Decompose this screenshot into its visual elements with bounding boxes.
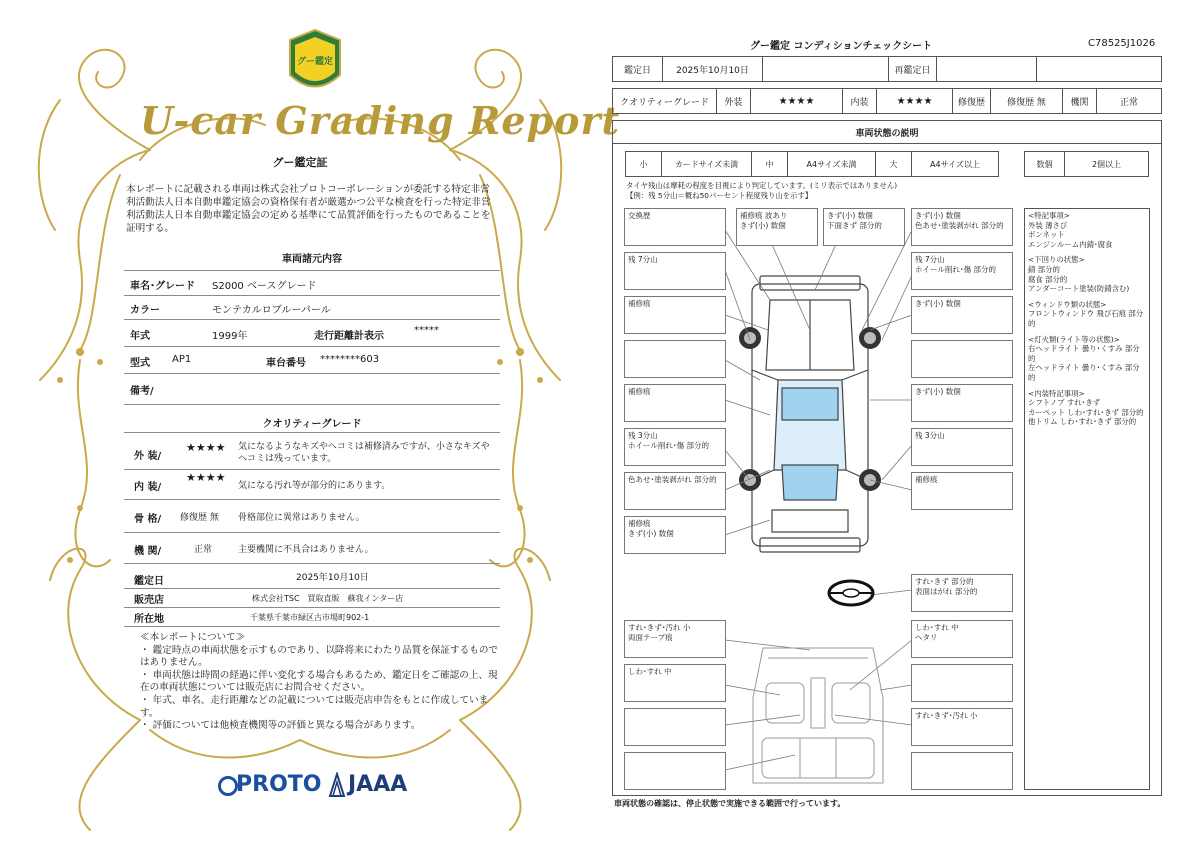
mileage-value: ***** — [414, 325, 439, 336]
row-dealer — [124, 589, 500, 608]
sheet-quality-label: クオリティーグレード — [613, 89, 717, 113]
exterior-label: 外 装/ — [134, 451, 162, 462]
sheet-repair-label: 修復歴 — [953, 89, 991, 113]
engine-value: 正常 — [194, 545, 213, 555]
annotation-box: しわ･すれ 中 ヘタリ — [911, 620, 1013, 658]
interior-stars: ★★★★ — [186, 471, 226, 484]
annotation-box: きず(小) 数個 色あせ･塗装剥がれ 部分的 — [911, 208, 1013, 246]
note-line: ボンネット — [1028, 230, 1065, 240]
annotation-box: 色あせ･塗装剥がれ 部分的 — [624, 472, 726, 510]
mileage-label: 走行距離計表示 — [314, 331, 384, 342]
date-value: 2025年10月10日 — [296, 573, 369, 583]
note-item: ・ 評価については他検査機関等の評価と異なる場合があります。 — [140, 720, 421, 732]
note-item: ・ 年式、車名、走行距離などの記載については販売店申告をもとに作成しています。 — [140, 694, 489, 719]
certificate-title: グー鑑定証 — [272, 156, 328, 169]
year-label: 年式 — [130, 331, 150, 342]
certificate-intro: 本レポートに記載される車両は株式会社プロトコーポレーションが委託する特定非営利活動法人日本自動車鑑定協会の資格保有者が厳選かつ公平な検査を行った特定非営利活動法人日本自動車鑑定協会の定める基準にて品質評価を行ったものであることを証明する。 — [126, 184, 491, 234]
redate-label: 再鑑定日 — [889, 57, 937, 81]
row-date — [124, 566, 500, 589]
size-big: 大 — [876, 152, 912, 176]
annotation-box: 残 3分山 — [911, 428, 1013, 466]
size-mid: 中 — [752, 152, 788, 176]
condition-check-sheet — [600, 0, 1200, 848]
chassis-label: 車台番号 — [266, 358, 306, 369]
grade-row-engine — [124, 533, 500, 564]
annotation-box: 残 7分山 ホイール削れ･傷 部分的 — [911, 252, 1013, 290]
address-label: 所在地 — [134, 614, 164, 625]
interior-label: 内 装/ — [134, 482, 162, 493]
remarks-label: 備考/ — [130, 386, 154, 397]
frame-value: 修復歴 無 — [180, 513, 219, 523]
size-small: 小 — [626, 152, 662, 176]
sheet-title: グー鑑定 コンディションチェックシート — [750, 41, 933, 52]
annotation-box: きず(小) 数個 下面きず 部分的 — [823, 208, 905, 246]
frame-comment: 骨格部位に異常はありません。 — [238, 513, 365, 523]
note-line: 腐食 部分的 — [1028, 274, 1068, 284]
chassis-value: ********603 — [320, 354, 380, 365]
row-address — [124, 608, 500, 627]
note-line: <下回りの状態> — [1028, 255, 1085, 265]
annotation-box: 交換歴 — [624, 208, 726, 246]
annotation-box — [911, 752, 1013, 790]
annotation-box: 補修痕 波あり きず(小) 数個 — [736, 208, 818, 246]
jaaa-logo-icon — [328, 772, 346, 798]
exterior-stars: ★★★★ — [186, 441, 226, 454]
address-value: 千葉県千葉市緑区古市場町902-1 — [250, 613, 370, 622]
notes-title: ≪本レポートについて≫ — [140, 632, 246, 643]
tire-example: 【例：残 5分山＝概ね50パーセント程度残り山を示す】 — [626, 191, 813, 200]
note-line: 外装 薄さび — [1028, 220, 1068, 230]
note-line: 左ヘッドライト 曇り･くすみ 部分的 — [1028, 363, 1140, 382]
annotation-box: きず(小) 数個 — [911, 296, 1013, 334]
size-mid-desc: A4サイズ未満 — [788, 152, 876, 176]
annotation-box — [911, 664, 1013, 702]
sheet-ext-label: 外装 — [717, 89, 751, 113]
grade-row-interior — [124, 469, 500, 500]
spec-row-year — [124, 320, 500, 347]
note-line: エンジンルーム内錆･腐食 — [1028, 239, 1113, 249]
sheet-int-stars: ★★★★ — [877, 89, 953, 113]
note-line: 他トリム しわ･すれ･きず 部分的 — [1028, 417, 1137, 427]
date-label: 鑑定日 — [134, 576, 164, 587]
count-desc: 2個以上 — [1091, 159, 1122, 169]
specs-title: 車両諸元内容 — [282, 254, 342, 265]
spec-row-remarks — [124, 374, 500, 405]
name-value: S2000 ベースグレード — [212, 281, 317, 292]
quality-title: クオリティーグレード — [262, 419, 362, 430]
sheet-date-value: 2025年10月10日 — [663, 57, 763, 81]
annotation-box — [911, 340, 1013, 378]
tire-note: タイヤ残山は摩耗の程度を目視により判定しています。(ミリ表示ではありません) — [626, 181, 898, 190]
note-line: フロントウィンドウ 飛び石痕 部分的 — [1028, 309, 1144, 328]
jaaa-logo-text: JAAA — [348, 772, 408, 797]
annotation-box: 補修痕 — [911, 472, 1013, 510]
annotation-box — [624, 340, 726, 378]
annotation-box: すれ･きず 部分的 表面はがれ 部分的 — [911, 574, 1013, 612]
annotation-box: 残 7分山 — [624, 252, 726, 290]
note-line: シフトノブ すれ･きず — [1028, 398, 1101, 408]
size-big-desc: A4サイズ以上 — [930, 159, 980, 169]
special-notes-panel — [1024, 208, 1150, 790]
annotation-box: 補修痕 — [624, 384, 726, 422]
grade-row-frame — [124, 500, 500, 533]
car-interior-diagram — [748, 638, 888, 788]
sheet-engine-label: 機関 — [1063, 89, 1097, 113]
spec-row-color — [124, 295, 500, 320]
report-heading: U-car Grading Report — [140, 98, 621, 143]
note-line: 錆 部分的 — [1028, 264, 1060, 274]
annotation-box: すれ･きず･汚れ 小 — [911, 708, 1013, 746]
engine-comment: 主要機関に不具合はありません。 — [238, 545, 374, 555]
sheet-code: C78525J1026 — [1088, 38, 1156, 49]
year-value: 1999年 — [212, 331, 248, 342]
annotation-box: 残 3分山 ホイール削れ･傷 部分的 — [624, 428, 726, 466]
note-item: ・ 鑑定時点の車両状態を示すものであり、以降将来にわたり品質を保証するものではありません。 — [140, 644, 499, 669]
note-line: アンダーコート塗装(防錆含む) — [1028, 284, 1130, 294]
color-label: カラー — [130, 305, 160, 316]
model-value: AP1 — [172, 354, 192, 365]
interior-comment: 気になる汚れ等が部分的にあります。 — [238, 481, 391, 491]
size-small-desc: カードサイズ未満 — [662, 152, 752, 176]
spec-row-model — [124, 347, 500, 374]
sheet-repair-value: 修復歴 無 — [991, 89, 1063, 113]
exterior-comment: 気になるようなキズやヘコミは補修済みですが、小さなキズやヘコミは残っています。 — [238, 442, 490, 464]
dealer-value: 株式会社TSC 買取直販 蘇我インター店 — [252, 594, 404, 603]
sheet-int-label: 内装 — [843, 89, 877, 113]
note-line: カーペット しわ･すれ･きず 部分的 — [1028, 407, 1144, 417]
name-label: 車名･グレード — [130, 281, 195, 292]
proto-logo-text: PROTO — [236, 772, 322, 797]
sheet-engine-value: 正常 — [1119, 97, 1138, 108]
note-line: <内装特記事項> — [1028, 388, 1085, 398]
steering-wheel-icon — [826, 578, 876, 608]
sheet-ext-stars: ★★★★ — [751, 89, 843, 113]
frame-label: 骨 格/ — [134, 514, 162, 525]
note-item: ・ 車両状態は時間の経過に伴い変化する場合もあるため、鑑定日をご確認の上、現在の車両状態については販売店にお問合せください。 — [140, 669, 498, 694]
annotation-box — [624, 708, 726, 746]
badge-label: グー鑑定 — [296, 57, 333, 67]
annotation-box: きず(小) 数個 — [911, 384, 1013, 422]
annotation-box: すれ･きず･汚れ 小 両面テープ痕 — [624, 620, 726, 658]
spec-row-name — [124, 270, 500, 296]
proto-logo-icon — [218, 776, 238, 796]
color-value: モンテカルロブルーパール — [212, 305, 331, 316]
sheet-footer: 車両状態の確認は、停止状態で実施できる範囲で行っています。 — [614, 799, 846, 808]
annotation-box: 補修痕 きず(小) 数個 — [624, 516, 726, 554]
model-label: 型式 — [130, 358, 150, 369]
note-line: 右ヘッドライト 曇り･くすみ 部分的 — [1028, 344, 1140, 363]
grade-row-exterior — [124, 432, 500, 470]
annotation-box: しわ･すれ 中 — [624, 664, 726, 702]
note-line: <灯火類(ライト等の状態)> — [1028, 334, 1120, 344]
dealer-label: 販売店 — [134, 595, 164, 606]
note-line: <ウィンドウ類の状態> — [1028, 299, 1107, 309]
engine-label: 機 関/ — [134, 546, 162, 557]
annotation-box — [624, 752, 726, 790]
sheet-date-label: 鑑定日 — [613, 57, 663, 81]
report-notes — [140, 632, 500, 733]
annotation-box: 補修痕 — [624, 296, 726, 334]
count-label: 数個 — [1025, 152, 1065, 176]
state-title: 車両状態の説明 — [855, 128, 919, 139]
note-line: <特記事項> — [1028, 211, 1070, 220]
